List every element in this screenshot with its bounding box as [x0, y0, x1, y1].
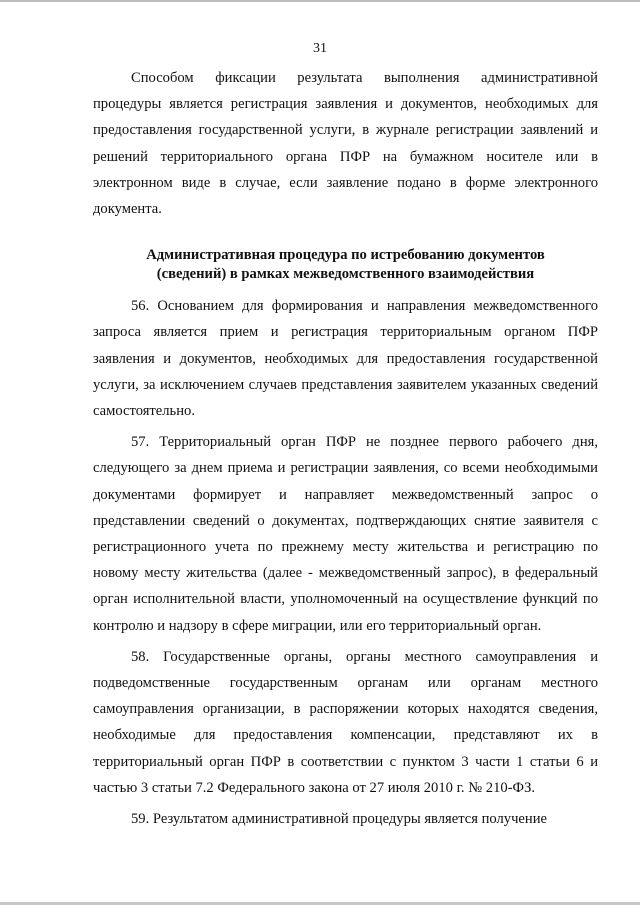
page-top-edge [0, 0, 640, 2]
paragraph-58: 58. Государственные органы, органы местного самоуправления и подведомственные государственным органам или органам местного самоуправления организации, в распоряжении которых находятся сведения, необходимые для предоставления компенсации, представляют их в территориальный орган ПФР в соответствии с пунктом 3 части 1 статьи 6 и частью 3 статьи 7.2 Федерального закона от 27 июля 2010 г. № 210-ФЗ. [93, 648, 598, 796]
section-heading [93, 246, 598, 284]
page-number: 31 [313, 41, 327, 56]
section-heading-line-1: Административная процедура по истребованию документов [146, 247, 545, 264]
section-heading-line-2: (сведений) в рамках межведомственного взаимодействия [156, 266, 535, 283]
paragraph-56: 56. Основанием для формирования и направления межведомственного запроса является прием и регистрация территориальным органом ПФР заявления и документов, необходимых для предоставления государственной услуги, за исключением случаев представления заявителем указанных сведений самостоятельно. [93, 298, 598, 420]
document-body [93, 65, 598, 832]
paragraph-59: 59. Результатом административной процедуры является получение [131, 811, 548, 828]
intro-paragraph: Способом фиксации результата выполнения административной процедуры является регистрация заявления и документов, необходимых для предоставления государственной услуги, в журнале регистрации заявлений и решений территориального органа ПФР на бумажном носителе или в электронном виде в случае, если заявление подано в форме электронного документа. [93, 70, 598, 218]
paragraph-57: 57. Территориальный орган ПФР не позднее первого рабочего дня, следующего за днем приема и регистрации заявления, со всеми необходимыми документами формирует и направляет межведомственный запрос о представлении сведений о документах, подтверждающих снятие заявителя с регистрационного учета по прежнему месту жительства и регистрацию по новому месту жительства (далее - межведомственный запрос), в федеральный орган исполнительной власти, уполномоченный на осуществление функций по контролю и надзору в сфере миграции, или его территориальный орган. [93, 434, 598, 634]
